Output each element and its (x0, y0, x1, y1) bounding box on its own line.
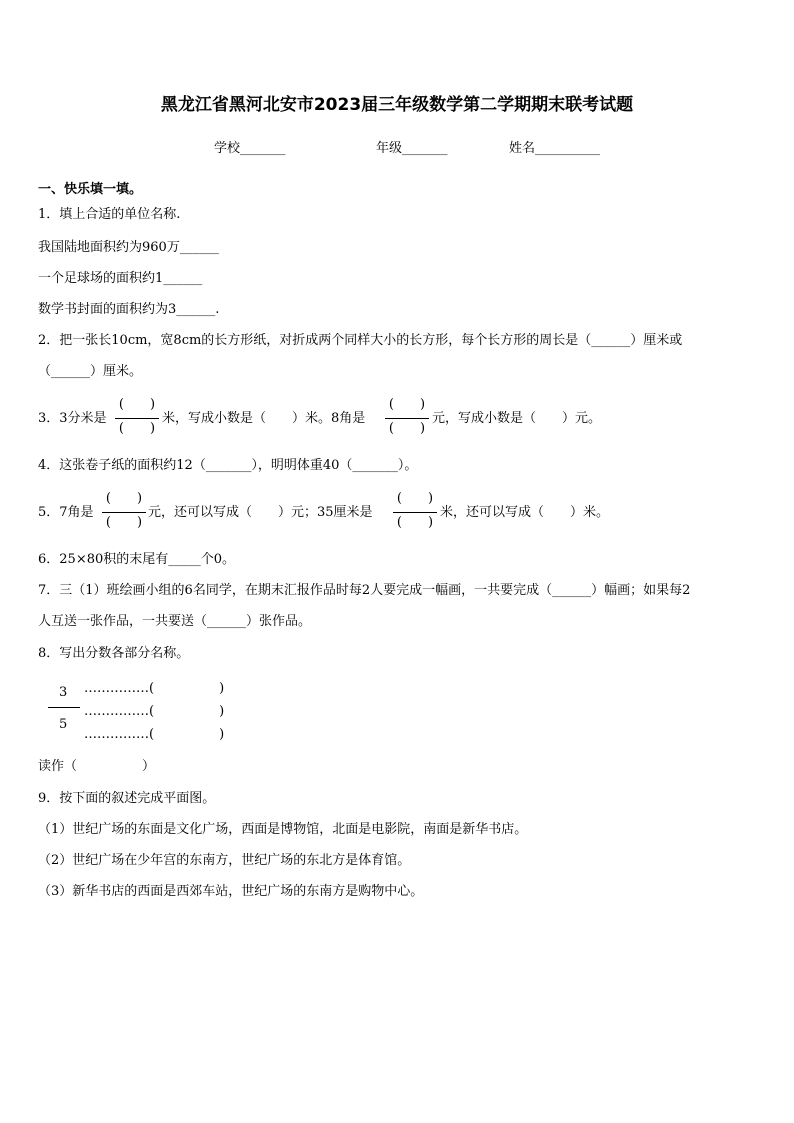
question-7-line-2: 人互送一张作品，一共要送（______）张作品。 (38, 614, 312, 629)
question-1-stem: 1．填上合适的单位名称. (38, 207, 181, 222)
page-title: 黑龙江省黑河北安市2023届三年级数学第二学期期末联考试题 (160, 95, 634, 115)
question-8-stem: 8．写出分数各部分名称。 (38, 646, 190, 661)
question-3-part-2: 米，写成小数是（ ）米。8角是 (162, 411, 366, 426)
name-field: 姓名__________ (509, 141, 601, 156)
question-3-part-3: 元，写成小数是（ ）元。 (432, 411, 602, 426)
fraction-blank (102, 490, 146, 534)
question-2-line-2: （______）厘米。 (38, 364, 143, 379)
school-field: 学校_______ (214, 141, 286, 156)
fraction-denominator-blank: ( ) (118, 421, 156, 436)
fraction-blank (385, 396, 429, 440)
fraction-numerator-blank: ( ) (396, 491, 434, 506)
fraction-bar (48, 707, 80, 708)
fraction-blank (115, 396, 159, 440)
fraction-numerator-blank: ( ) (388, 397, 426, 412)
question-1-line-1: 我国陆地面积约为960万______ (38, 240, 219, 255)
question-9-item-3: （3）新华书店的西面是西郊车站，世纪广场的东南方是购物中心。 (38, 884, 424, 899)
grade-field: 年级_______ (376, 141, 448, 156)
question-3-part-1: 3．3分米是 (38, 411, 107, 426)
denominator-label-blank: ……………( ) (84, 727, 225, 742)
question-1-line-2: 一个足球场的面积约1______ (38, 271, 203, 286)
question-5-part-3: 米，还可以写成（ ）米。 (440, 505, 610, 520)
question-9-stem: 9．按下面的叙述完成平面图。 (38, 791, 216, 806)
section-heading: 一、快乐填一填。 (38, 182, 143, 197)
question-5-part-2: 元，还可以写成（ ）元；35厘米是 (148, 505, 373, 520)
question-9-item-2: （2）世纪广场在少年宫的东南方，世纪广场的东北方是体育馆。 (38, 853, 411, 868)
fraction-numerator-blank: ( ) (118, 397, 156, 412)
fraction-bar (393, 512, 437, 513)
question-6: 6．25×80积的末尾有_____个0。 (38, 552, 236, 567)
question-7-line-1: 7．三（1）班绘画小组的6名同学，在期末汇报作品时每2人要完成一幅画，一共要完成（______）幅画；如果每2 (38, 583, 691, 598)
fraction-numerator-blank: ( ) (105, 491, 143, 506)
fraction-denominator-blank: ( ) (396, 515, 434, 530)
fraction-bar (115, 418, 159, 419)
fraction-denominator: 5 (59, 717, 68, 732)
question-4: 4．这张卷子纸的面积约12（_______），明明体重40（_______）。 (38, 458, 418, 473)
fraction-denominator-blank: ( ) (105, 515, 143, 530)
numerator-label-blank: ……………( ) (84, 681, 225, 696)
fraction-bar-label-blank: ……………( ) (84, 704, 225, 719)
fraction-numerator: 3 (59, 685, 68, 700)
question-9-item-1: （1）世纪广场的东面是文化广场，西面是博物馆，北面是电影院，南面是新华书店。 (38, 822, 528, 837)
read-as-blank: 读作（ ） (38, 759, 156, 774)
fraction-bar (385, 418, 429, 419)
question-5-part-1: 5．7角是 (38, 505, 94, 520)
fraction-bar (102, 512, 146, 513)
question-2-line-1: 2．把一张长10cm，宽8cm的长方形纸，对折成两个同样大小的长方形，每个长方形的周长是（______）厘米或 (38, 333, 683, 348)
fraction-blank (393, 490, 437, 534)
fraction-denominator-blank: ( ) (388, 421, 426, 436)
question-1-line-3: 数学书封面的面积约为3______. (38, 302, 220, 317)
